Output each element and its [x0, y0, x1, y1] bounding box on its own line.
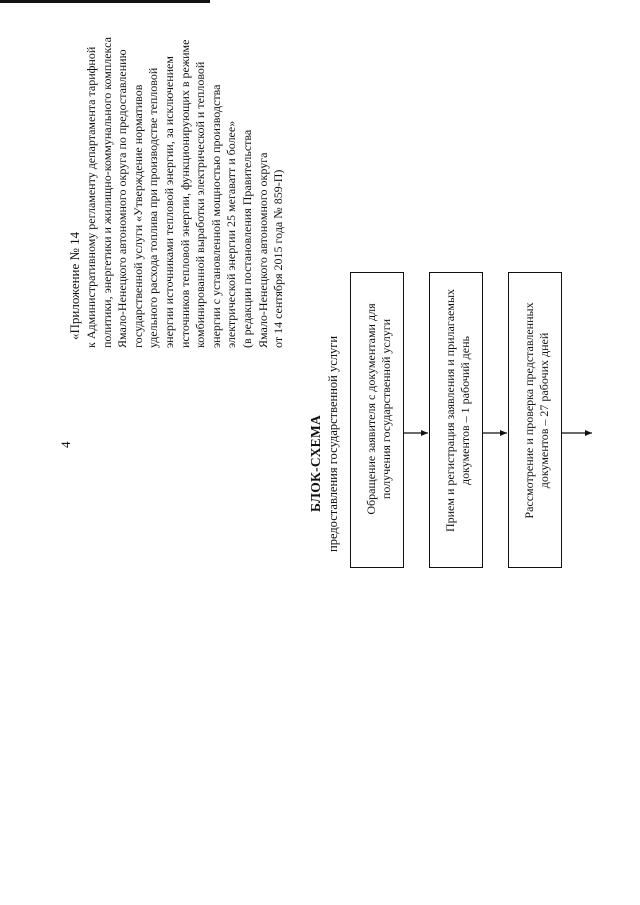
flow-step-application [350, 272, 404, 568]
regulation-line: электрической энергии 25 мегаватт и более» [224, 120, 239, 348]
page-number: 4 [58, 441, 73, 448]
regulation-line: энергии источниками тепловой энергии, за исключением [161, 56, 176, 348]
step-text-line: документов – 1 рабочий день [458, 335, 472, 486]
step-text-line: получения государственной услуги [379, 318, 393, 500]
regulation-line: удельного расхода топлива при производстве тепловой [146, 67, 161, 348]
regulation-line: Ямало-Ненецкого автономного округа по предоставлению [115, 49, 130, 348]
regulation-line: комбинированной выработки электрической и тепловой [193, 61, 208, 348]
regulation-line: источников тепловой энергии, функционирующих в режиме [177, 39, 192, 348]
step-text-line: документов – 27 рабочих дней [537, 332, 551, 489]
regulation-line: государственной услуги «Утверждение нормативов [130, 84, 145, 348]
flow-step-review [508, 272, 562, 568]
flow-step-registration [429, 272, 483, 568]
regulation-line: от 14 сентября 2015 года № 859-П) [271, 169, 286, 348]
regulation-line: политики, энергетики и жилищно-коммунального комплекса [99, 37, 114, 348]
regulation-line: (в редакции постановления Правительства [239, 129, 254, 348]
regulation-line: Ямало-Ненецкого автономного округа [255, 152, 270, 348]
step-text-line: Прием и регистрация заявления и прилагаемых [443, 288, 457, 533]
regulation-line: энергии с установленной мощностью производства [208, 84, 223, 348]
step-text-line: Обращение заявителя с документами для [364, 303, 378, 515]
scheme-subtitle: предоставления государственной услуги [326, 335, 340, 552]
appendix-title: «Приложение № 14 [67, 231, 82, 340]
step-text-line: Рассмотрение и проверка представленных [522, 302, 536, 519]
regulation-line: к Административному регламенту департамента тарифной [84, 46, 98, 348]
scheme-title: БЛОК-СХЕМА [308, 414, 323, 512]
